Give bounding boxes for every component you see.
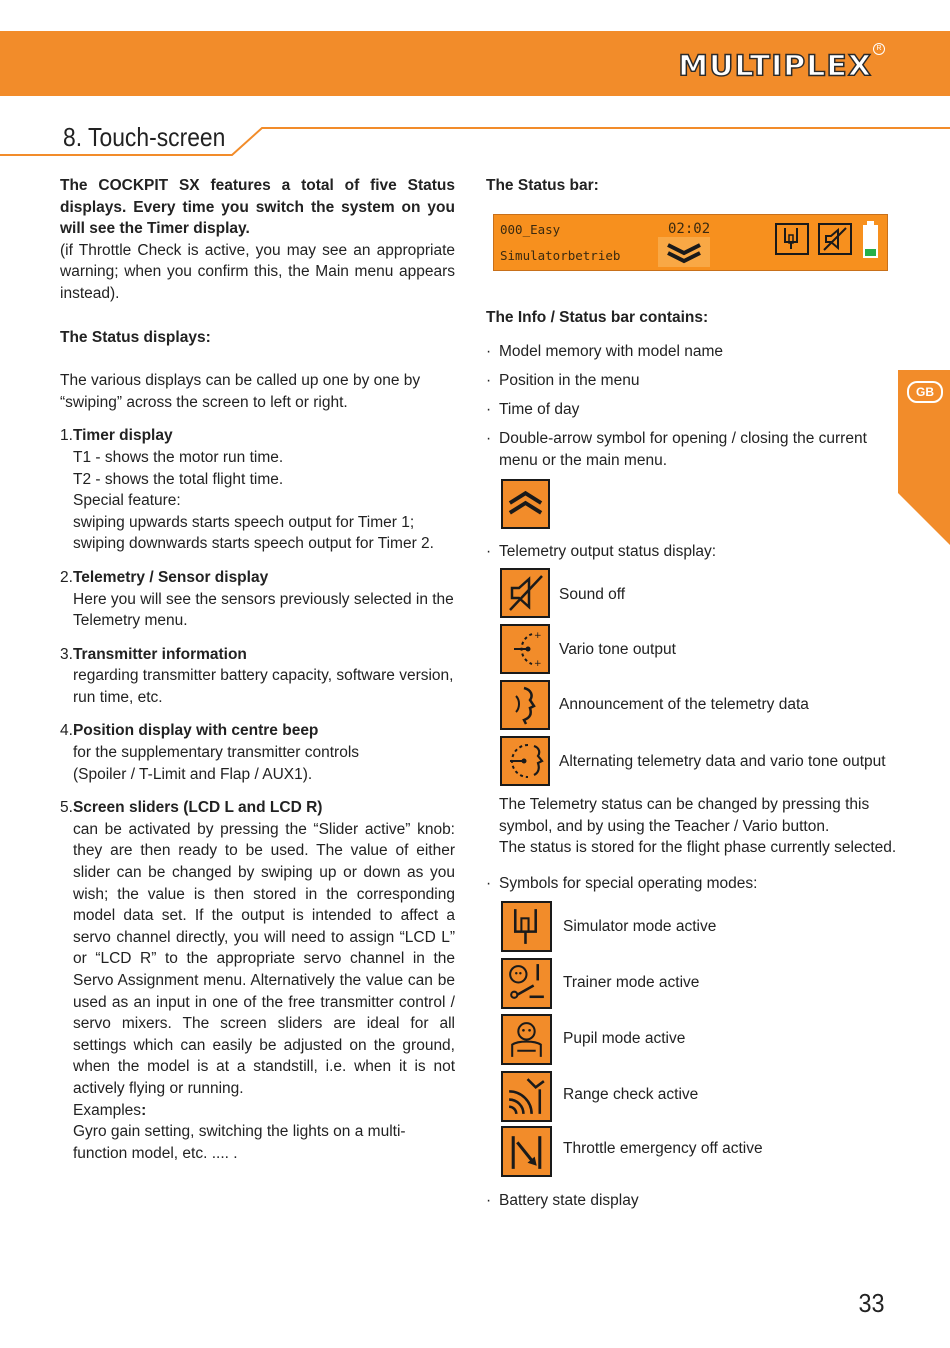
list-item: 5.Screen sliders (LCD L and LCD R) can be activated by pressing the “Slider active” knob: they are then ready to be used. The value of either slider can be changed by swiping up or down as you wish; the value is then stored in the corresponding model data set. If the output is intended to affect a servo channel directly, you will need to assign “LCD L” or “LCD R” to the appropriate servo channel in the Servo Assignment menu. Alternatively the value can be used as an input in one of the free transmitter control / servo mixers. The screen sliders are ideal for all settings which can easily be adjusted on the ground, when the model is at a standstill, i.e. when it is not actively flying or running. Examples: Gyro gain setting, switching the lights on a multi-function model, etc. .... . [60, 799, 455, 1162]
vario-tone-icon[interactable] [500, 624, 550, 674]
list-item: · Symbols for special operating modes: [486, 875, 758, 892]
item-title: Position display with centre beep [72, 722, 319, 740]
list-item: 1.Timer display T1 - shows the motor run time. T2 - shows the total flight time. Special feature: swiping upwards starts speech output for Timer 1; swiping downwards starts speech output for Timer 2. [60, 427, 434, 553]
brand-logo: MULTIPLEX [678, 49, 872, 84]
alternating-label: Alternating telemetry data and vario tone output [559, 753, 886, 770]
range-check-label: Range check active [563, 1086, 699, 1103]
throttle-off-label: Throttle emergency off active [563, 1140, 763, 1157]
svg-text:+: + [534, 631, 542, 641]
left-column [60, 175, 455, 1164]
trainer-label: Trainer mode active [563, 974, 700, 991]
list-item: 2.Telemetry / Sensor display Here you will see the sensors previously selected in the Telemetry menu. [60, 568, 454, 630]
double-arrow-icon[interactable] [658, 237, 710, 267]
battery-icon [862, 221, 879, 259]
announcement-icon[interactable] [500, 680, 550, 730]
list-item: · Battery state display [486, 1192, 639, 1209]
status-displays-heading: The Status displays: [60, 328, 211, 346]
list-item: · Time of day [486, 401, 580, 418]
item-title: Telemetry / Sensor display [72, 568, 269, 586]
language-label: GB [907, 381, 943, 403]
info-heading-row [486, 307, 886, 329]
throttle-off-icon [501, 1126, 552, 1177]
simulator-label: Simulator mode active [563, 918, 717, 935]
list-item: · Telemetry output status display: [486, 543, 717, 560]
range-check-icon [501, 1071, 552, 1122]
registered-mark: R [873, 43, 885, 55]
pupil-icon [501, 1014, 552, 1065]
item-title: Transmitter information [72, 645, 247, 663]
item-title: Screen sliders (LCD L and LCD R) [72, 799, 323, 817]
sound-off-icon[interactable] [818, 223, 852, 255]
list-item: 3.Transmitter information regarding transmitter battery capacity, software version, run time, etc. [60, 645, 454, 706]
telemetry-note: The Telemetry status can be changed by pressing this symbol, and by using the Teacher / Vario button. The status is stored for the flight phase currently selected. [499, 796, 897, 857]
announcement-label: Announcement of the telemetry data [559, 696, 809, 713]
sound-off-icon[interactable] [500, 568, 550, 618]
simulator-icon [775, 223, 809, 255]
pupil-label: Pupil mode active [563, 1030, 686, 1047]
info-status-heading: The Info / Status bar contains: [486, 309, 709, 326]
list-item: · Double-arrow symbol for opening / closing the current menu or the main menu. [486, 430, 867, 469]
svg-text:+: + [534, 659, 542, 669]
intro-normal: (if Throttle Check is active, you may see an appropriate warning; when you confirm this, the Main menu appears instead). [60, 241, 455, 302]
list-item: 4.Position display with centre beep for the supplementary transmitter controls (Spoiler / T-Limit and Flap / AUX1). [60, 722, 360, 783]
list-item: · Position in the menu [486, 372, 640, 389]
status-time: 02:02 [668, 221, 711, 237]
double-arrow-up-icon[interactable] [501, 479, 550, 529]
intro-bold: The COCKPIT SX features a total of five Status displays. Every time you switch the system on you will see the Timer display. [60, 177, 455, 238]
section-title: 8. Touch-screen [63, 122, 226, 152]
list-item: · Model memory with model name [486, 343, 723, 360]
right-column [486, 175, 886, 197]
sound-off-label: Sound off [559, 586, 626, 603]
status-bar-heading: The Status bar: [486, 177, 599, 194]
header-band [0, 31, 950, 96]
trainer-icon [501, 958, 552, 1009]
status-model-name: 000_Easy [500, 222, 561, 237]
simulator-icon [501, 901, 552, 952]
page-number: 33 [858, 1288, 885, 1318]
item-title: Timer display [72, 427, 173, 445]
status-intro: The various displays can be called up one by one by “swiping” across the screen to left or right. [60, 372, 421, 411]
status-mode-name: Simulatorbetrieb [500, 248, 621, 263]
status-bar-preview [493, 214, 888, 271]
vario-tone-label: Vario tone output [559, 641, 676, 658]
alternating-icon[interactable] [500, 736, 550, 786]
